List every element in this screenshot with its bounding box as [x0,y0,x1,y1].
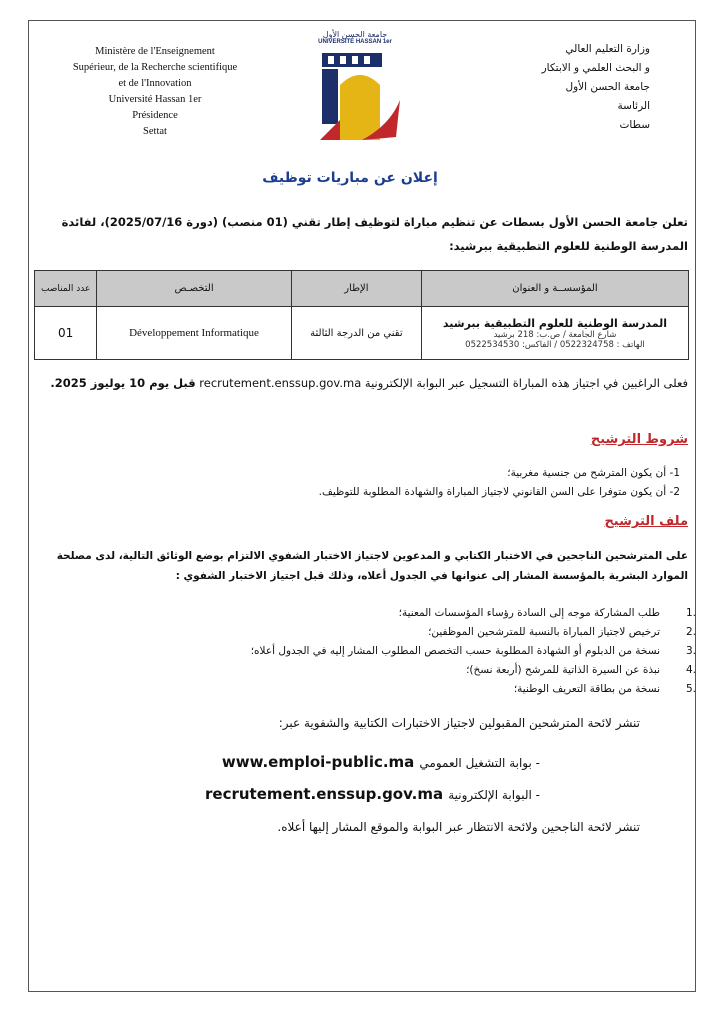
registration-deadline: قبل يوم 10 يوليوز 2025. [50,376,196,390]
conditions-heading: شروط الترشيح [590,432,688,447]
condition-item: 2- أن يكون متوفرا على السن القانوني لاجتياز المباراة والشهادة المطلوبة للتوظيف. [318,486,680,498]
col-specialty: التخصـص [97,271,292,307]
list-item: 3. نسخة من الدبلوم أو الشهادة المطلوبة حسب التخصص المطلوب المشار إليه في الجدول أعلاه؛ [250,645,696,657]
list-item: 4. نبذة عن السيرة الذاتية للمرشح (أربعة نسخ)؛ [466,664,696,676]
cell-count: 01 [35,307,97,360]
header-line: سطات [619,119,650,131]
list-item: 1. طلب المشاركة موجه إلى السادة رؤساء المؤسسات المعنية؛ [398,607,696,619]
header-line: et de l'Innovation [118,78,192,89]
header-left-fr [60,44,250,140]
dossier-intro: على المترشحين الناجحين في الاختبار الكتابي و المدعوين لاجتياز الاختبار الشفوي الالتزام بوضع الوثائق التالية، لدى مصلحة الموارد البشرية بالمؤسسة المشار إلى عنوانها في الجدول أعلاه، وذلك قبل اجتياز الاختبار الشفوي : [56,550,688,582]
publication-outro: تنشر لائحة الناجحين ولائحة الانتظار عبر البوابة والموقع المشار إليها أعلاه. [277,820,640,834]
header-line: و البحث العلمي و الابتكار [541,62,650,74]
institution-name: المدرسة الوطنية للعلوم التطبيقية ببرشيد [442,316,668,330]
institution-phone: الهاتف : 0522324758 / الفاكس: 0522534530 [465,339,645,350]
list-item: 2. ترخيص لاجتياز المباراة بالنسبة للمترشحين الموظفين؛ [428,626,696,638]
header-line: Settat [143,126,167,137]
list-item: 5. نسخة من بطاقة التعريف الوطنية؛ [513,683,696,695]
header-line: الرئاسة [617,100,650,112]
site1-url[interactable]: www.emploi-public.ma [221,753,415,771]
dossier-heading: ملف الترشيح [604,514,688,529]
page-title: إعلان عن مباريات توظيف [262,170,438,186]
documents-list [40,604,696,699]
registration-paragraph [36,372,688,394]
announcement-intro: تعلن جامعة الحسن الأول بسطات عن تنظيم مباراة لتوظيف إطار تقني (01 منصب) (دورة 2025/07/16)، لفائدة المدرسة الوطنية للعلوم التطبيقية ببرشيد: [61,215,688,253]
header-right-ar [510,40,650,135]
positions-table [34,270,689,360]
cell-institution [421,307,688,360]
col-grade: الإطار [291,271,421,307]
institution-address: شارع الجامعة / ص.ب: 218 برشيد [493,329,617,340]
registration-text: فعلى الراغبين في اجتياز هذه المباراة التسجيل عبر البوابة الإلكترونية recrutement.enssup.gov.ma [199,376,688,390]
table-header-row [35,271,689,307]
header-line: Université Hassan 1er [108,94,202,105]
conditions-list [36,464,680,502]
cell-specialty: Développement Informatique [97,307,292,360]
logo-arabic-name: جامعة الحسن الأول [322,30,388,39]
header-line: وزارة التعليم العالي [565,43,650,55]
header-line: Présidence [132,110,178,121]
page-frame [28,20,696,992]
publication-intro: تنشر لائحة المترشحين المقبولين لاجتياز الاختبارات الكتابية والشفوية عبر: [278,716,640,730]
site2-line [190,784,540,803]
header-line: Supérieur, de la Recherche scientifique [72,62,238,73]
logo-emblem-icon [300,45,410,145]
site1-label: - بوابة التشغيل العمومي [419,756,540,770]
col-institution: المؤسســة و العنوان [421,271,688,307]
table-row [35,307,689,360]
condition-item: 1- أن يكون المترشح من جنسية مغربية؛ [507,467,680,479]
col-count: عدد المناصب [35,271,97,307]
header-line: Ministère de l'Enseignement [95,46,215,57]
logo-french-name: UNIVERSITÉ HASSAN 1er [318,39,392,45]
site1-line [200,752,540,771]
header-line: جامعة الحسن الأول [565,81,650,93]
cell-grade: تقني من الدرجة الثالثة [291,307,421,360]
university-logo [300,30,410,155]
site2-label: - البوابة الإلكترونية [448,788,540,802]
site2-url[interactable]: recrutement.enssup.gov.ma [205,785,444,803]
